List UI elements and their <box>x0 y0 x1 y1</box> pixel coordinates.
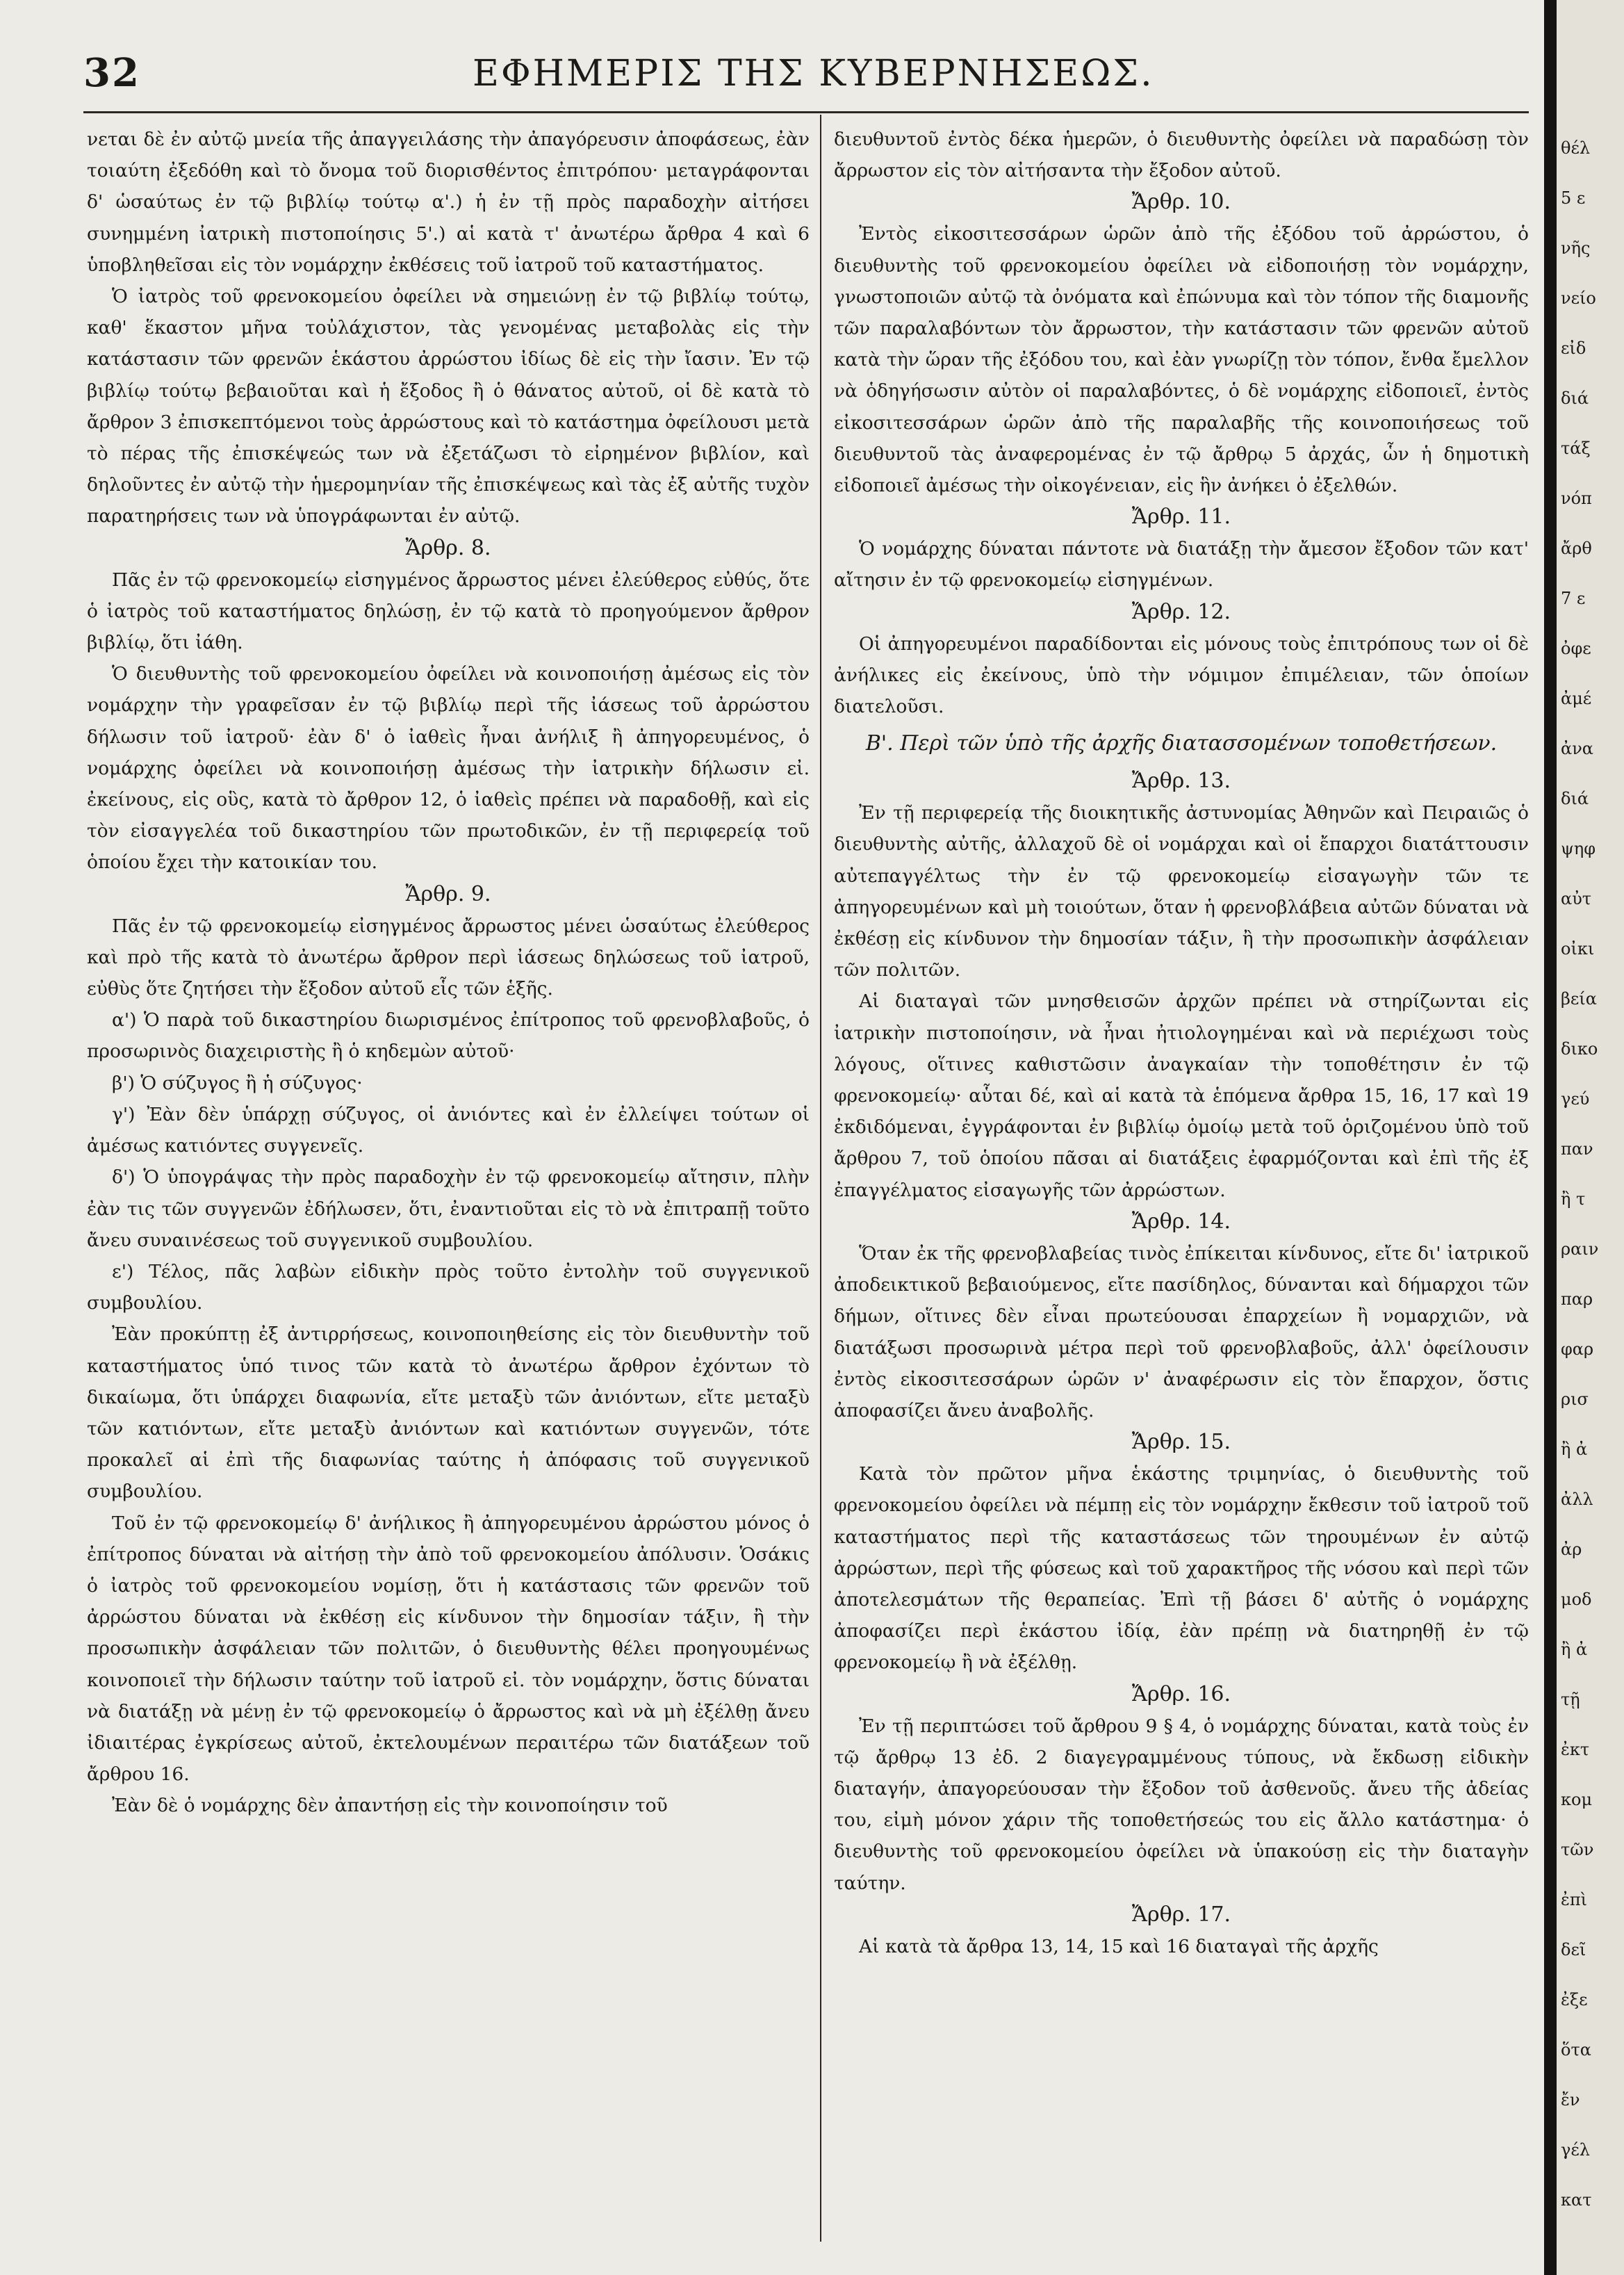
paragraph: Ἐν τῇ περιφερείᾳ τῆς διοικητικῆς ἀστυνομίας Ἀθηνῶν καὶ Πειραιῶς ὁ διευθυντὴς αὐτῆς, ἀλλαχοῦ δὲ οἱ νομάρχαι καὶ οἱ ἔπαρχοι διατάττουσιν αὐτεπαγγέλτως τὴν ἐν τῷ φρενοκομείῳ εἰσαγωγὴν τῶν τε ἀπηγορευμένων καὶ μὴ τοιούτων, ὅταν ἡ φρενοβλάβεια αὐτῶν δύναται νὰ ἐκθέσῃ εἰς κίνδυνον τὴν δημοσίαν τάξιν, ἢ τὴν προσωπικὴν ἀσφάλειαν τῶν πολιτῶν. <box>834 802 1529 981</box>
adjacent-page-fragment: διά <box>1561 389 1589 408</box>
paragraph: Ὁ νομάρχης δύναται πάντοτε νὰ διατάξῃ τὴν ἄμεσον ἔξοδον τῶν κατ' αἴτησιν ἐν τῷ φρενοκομείῳ εἰσηγμένων. <box>834 538 1529 592</box>
paragraph: Ὁ διευθυντὴς τοῦ φρενοκομείου ὀφείλει νὰ κοινοποιήσῃ ἀμέσως εἰς τὸν νομάρχην τὴν γραφεῖσαν ἐν τῷ βιβλίῳ περὶ τῆς ἰάσεως τοῦ ἀρρώστου δήλωσιν τοῦ ἰατροῦ· ἐὰν δ' ὁ ἰαθεὶς ἦναι ἀνήλιξ ἢ ἀπηγορευμένος, ὁ νομάρχης ὀφείλει νὰ κοινοποιήσῃ ἀμέσως τὴν ἰατρικὴν δήλωσιν εἰ. ἐκείνους, εἰς οὓς, κατὰ τὸ ἄρθρον 12, ὁ ἰαθεὶς πρέπει νὰ παραδοθῇ, καὶ εἰς τὸν εἰσαγγελέα τοῦ δικαστηρίου τῶν πρωτοδικῶν, ἐν τῇ περιφερείᾳ τοῦ ὁποίου ἔχει τὴν κατοικίαν του. <box>87 663 810 874</box>
section-title: Β'. Περὶ τῶν ὑπὸ τῆς ἀρχῆς διατασσομένων τοποθετήσεων. <box>865 731 1498 756</box>
adjacent-page-fragment: αὐτ <box>1561 889 1592 908</box>
article-heading: Ἄρθρ. 13. <box>1131 769 1231 794</box>
adjacent-page-fragment: ἀμέ <box>1561 689 1592 708</box>
article-heading: Ἄρθρ. 12. <box>1131 599 1231 624</box>
right-column <box>834 124 1529 1962</box>
list-item: α') Ὁ παρὰ τοῦ δικαστηρίου διωρισμένος ἐπίτροπος τοῦ φρενοβλαβοῦς, ὁ προσωρινὸς διαχειριστὴς ἢ ὁ κηδεμὼν αὐτοῦ· <box>87 1009 810 1063</box>
adjacent-page-fragment: παρ <box>1561 1289 1593 1309</box>
paragraph: Ἐὰν προκύπτῃ ἐξ ἀντιρρήσεως, κοινοποιηθείσης εἰς τὸν διευθυντὴν τοῦ καταστήματος ὑπό τινος τῶν κατὰ τὸ ἀνωτέρω ἄρθρον ἐχόντων τὸ δικαίωμα, ὅτι ὑπάρχει διαφωνία, εἴτε μεταξὺ τῶν ἀνιόντων, εἴτε μεταξὺ τῶν κατιόντων, εἴτε μεταξὺ ἀνιόντων καὶ κατιόντων συγγενῶν, τότε προκαλεῖ αἱ ἐπὶ τῆς διαφωνίας ταύτης ἡ ἀπόφασις τοῦ συγγενικοῦ συμβουλίου. <box>87 1323 810 1503</box>
paragraph: Αἱ κατὰ τὰ ἄρθρα 13, 14, 15 καὶ 16 διαταγαὶ τῆς ἀρχῆς <box>859 1935 1379 1957</box>
paragraph: Ὅταν ἐκ τῆς φρενοβλαβείας τινὸς ἐπίκειται κίνδυνος, εἴτε δι' ἰατρικοῦ ἀποδεικτικοῦ βεβαιούμενος, εἴτε πασίδηλος, δύνανται καὶ δήμαρχοι τῶν δήμων, οἵτινες δὲν εἶναι πρωτεύουσαι ἐπαρχείων ἢ νομαρχιῶν, νὰ διατάξωσι προσωρινὰ μέτρα περὶ τοῦ φρενοβλαβοῦς, ἀλλ' ὀφείλουσιν ἐντὸς εἰκοσιτεσσάρων ὡρῶν ν' ἀναφέρωσιν εἰς τὸν ἔπαρχον, ὅστις ἀποφασίζει ἄνευ ἀναβολῆς. <box>834 1242 1529 1421</box>
list-item: γ') Ἐὰν δὲν ὑπάρχῃ σύζυγος, οἱ ἀνιόντες καὶ ἐν ἐλλείψει τούτων οἱ ἀμέσως κατιόντες συγγενεῖς. <box>87 1103 810 1157</box>
article-heading: Ἄρθρ. 9. <box>405 881 491 906</box>
adjacent-page-fragment: θέλ <box>1561 138 1591 158</box>
adjacent-page-fragment: εἰδ <box>1561 339 1586 358</box>
adjacent-page-fragment: νῆς <box>1561 238 1591 258</box>
adjacent-page-fragment: ἀλλ <box>1561 1490 1593 1509</box>
article-heading: Ἄρθρ. 14. <box>1131 1209 1231 1234</box>
paragraph: Πᾶς ἐν τῷ φρενοκομείῳ εἰσηγμένος ἄρρωστος μένει ἐλεύθερος εὐθύς, ὅτε ὁ ἰατρὸς τοῦ καταστήματος δηλώσῃ, ἐν τῷ κατὰ τὸ προηγούμενον ἄρθρον βιβλίῳ, ὅτι ἰάθη. <box>87 569 810 654</box>
paragraph: Αἱ διαταγαὶ τῶν μνησθεισῶν ἀρχῶν πρέπει νὰ στηρίζωνται εἰς ἰατρικὴν πιστοποίησιν, νὰ ἦναι ἠτιολογημέναι καὶ νὰ περιέχωσι τοὺς λόγους, οἵτινες καθιστῶσιν ἀναγκαίαν τὴν τοποθέτησιν ἐν τῷ φρενοκομείῳ· αὗται δέ, καὶ αἱ κατὰ τὰ ἑπόμενα ἄρθρα 15, 16, 17 καὶ 19 ἐκδιδόμεναι, ἐγγράφονται ἐν βιβλίῳ ὁμοίῳ μετὰ τοῦ ὁριζομένου ὑπὸ τοῦ ἄρθρου 7, τοῦ ὁποίου πᾶσαι αἱ διατάξεις ἐφαρμόζονται καὶ ἐπὶ τῆς ἐξ ἐπαγγέλματος εἰσαγωγῆς τῶν ἀρρώστων. <box>834 990 1529 1201</box>
list-item: δ') Ὁ ὑπογράψας τὴν πρὸς παραδοχὴν ἐν τῷ φρενοκομείῳ αἴτησιν, πλὴν ἐὰν τις τῶν συγγενῶν ἐδήλωσεν, ὅτι, ἐναντιοῦται εἰς τὸ νὰ ἐπιτραπῇ τοῦτο ἄνευ συναινέσεως τοῦ συγγενικοῦ συμβουλίου. <box>87 1166 810 1251</box>
adjacent-page-fragment: δεῖ <box>1561 1940 1586 1959</box>
adjacent-page-fragment: ἐπὶ <box>1561 1890 1588 1909</box>
adjacent-page-fragment: ὀφε <box>1561 639 1591 658</box>
paragraph: Οἱ ἀπηγορευμένοι παραδίδονται εἰς μόνους τοὺς ἐπιτρόπους των οἱ δὲ ἀνήλικες εἰς ἐκείνους, ὑπὸ τὴν νόμιμον ἐπιμέλειαν, τῶν ὁποίων διατελοῦσι. <box>834 633 1529 718</box>
journal-title: ΕΦΗΜΕΡΙΣ ΤΗΣ ΚΥΒΕΡΝΗΣΕΩΣ. <box>473 53 1154 95</box>
column-divider <box>820 115 821 2242</box>
adjacent-page-fragment: ψηφ <box>1561 839 1596 858</box>
adjacent-page-fragment: ἄρθ <box>1561 539 1592 558</box>
page-header <box>83 50 1529 106</box>
adjacent-page-fragment: ραιν <box>1561 1239 1599 1259</box>
paragraph: Ἐὰν δὲ ὁ νομάρχης δὲν ἀπαντήσῃ εἰς τὴν κοινοποίησιν τοῦ <box>112 1795 668 1817</box>
paragraph: Ὁ ἰατρὸς τοῦ φρενοκομείου ὀφείλει νὰ σημειώνῃ ἐν τῷ βιβλίῳ τούτῳ, καθ' ἕκαστον μῆνα τοὐλάχιστον, τὰς γενομένας μεταβολὰς εἰς τὴν κατάστασιν τῶν φρενῶν ἑκάστου ἀρρώστου ἰδίως δὲ εἰς τὴν ἴασιν. Ἐν τῷ βιβλίῳ τούτῳ βεβαιοῦται καὶ ἡ ἔξοδος ἢ ὁ θάνατος αὐτοῦ, οἱ δὲ κατὰ τὸ ἄρθρον 3 ἐπισκεπτόμενοι τοὺς ἀρρώστους καὶ τὸ κατάστημα ὀφείλουσι μετὰ τὸ πέρας τῆς ἐπισκέψεώς των νὰ ἐξετάζωσι τὸ εἰρημένον βιβλίον, καὶ δηλοῦντες ἐν αὐτῷ τὴν ἡμερομηνίαν τῆς ἐπισκέψεως καὶ τὰς ἐξ αὐτῆς τυχὸν παρατηρήσεις των νὰ ὑπογράφωνται ἐν αὐτῷ. <box>87 286 810 528</box>
paragraph: Τοῦ ἐν τῷ φρενοκομείῳ δ' ἀνήλικος ἢ ἀπηγορευμένου ἀρρώστου μόνος ὁ ἐπίτροπος δύναται νὰ αἰτήσῃ τὴν ἀπὸ τοῦ φρενοκομείου ἀπόλυσιν. Ὁσάκις ὁ ἰατρὸς τοῦ φρενοκομείου νομίσῃ, ὅτι ἡ κατάστασις τῶν φρενῶν τοῦ ἀρρώστου δύναται νὰ ἐκθέσῃ εἰς κίνδυνον τὴν δημοσίαν τάξιν, ἢ τὴν προσωπικὴν ἀσφάλειαν τῶν πολιτῶν, ὁ διευθυντὴς θέλει προηγουμένως κοινοποιεῖ τὴν δήλωσιν ταύτην τοῦ ἰατροῦ εἰ. τὸν νομάρχην, ὅστις δύναται νὰ διατάξῃ νὰ μένῃ ἐν τῷ φρενοκομείῳ ὁ ἄρρωστος καὶ νὰ μὴ ἐξέλθῃ ἄνευ ἰδιαιτέρας ἐγκρίσεως αὐτοῦ, ἐκτελουμένων περαιτέρω τῶν διατάξεων τοῦ ἄρθρου 16. <box>87 1512 810 1786</box>
article-heading: Ἄρθρ. 8. <box>405 535 491 560</box>
paragraph: νεται δὲ ἐν αὐτῷ μνεία τῆς ἀπαγγειλάσης τὴν ἀπαγόρευσιν ἀποφάσεως, ἐὰν τοιαύτη ἐξεδόθη καὶ τὸ ὄνομα τοῦ διορισθέντος ἐπιτρόπου· μεταγράφονται δ' ὡσαύτως ἐν τῷ βιβλίῳ τούτῳ α'.) ἡ ἐν τῇ πρὸς παραδοχὴν αἰτήσει συνημμένη ἰατρικὴ πιστοποίησις 5'.) αἱ κατὰ τ' ἀνωτέρω ἄρθρα 4 καὶ 6 ὑποβληθεῖσαι εἰς τὸν νομάρχην ἐκθέσεις τοῦ ἰατροῦ τοῦ καταστήματος. <box>87 129 810 276</box>
book-gutter <box>1544 0 1557 2275</box>
adjacent-page-fragment: δικο <box>1561 1039 1598 1059</box>
adjacent-page-fragment: οἰκι <box>1561 939 1595 959</box>
paragraph: Ἐντὸς εἰκοσιτεσσάρων ὡρῶν ἀπὸ τῆς ἐξόδου τοῦ ἀρρώστου, ὁ διευθυντὴς τοῦ φρενοκομείου ὀφείλει νὰ εἰδοποιήσῃ τὸν νομάρχην, γνωστοποιῶν αὐτῷ τὰ ὀνόματα καὶ ἐπώνυμα καὶ τὸν τόπον τῆς διαμονῆς τῶν παραλαβόντων τὸν ἄρρωστον, τὴν κατάστασιν τῶν φρενῶν αὐτοῦ κατὰ τὴν ὥραν τῆς ἐξόδου του, καὶ ἐὰν γνωρίζῃ τὸν τόπον, ἔνθα ἔμελλον νὰ ὁδηγήσωσιν αὐτὸν οἱ παραλαβόντες, ὁ δὲ νομάρχης εἰδοποιεῖ, ἐντὸς εἰκοσιτεσσάρων ὡρῶν ἀπὸ τῆς παραλαβῆς τῆς κοινοποιήσεως τοῦ διευθυντοῦ τὰς ἀναφερομένας ἐν τῷ ἄρθρῳ 5 ἀρχάς, ὧν ἡ δημοτικὴ εἰδοποιεῖ ἀμέσως τὴν οἰκογένειαν, εἰς ἣν ἀνήκει ὁ ἐξελθών. <box>834 223 1529 497</box>
adjacent-page-fragment: ἢ τ <box>1561 1189 1586 1209</box>
paragraph: Κατὰ τὸν πρῶτον μῆνα ἑκάστης τριμηνίας, ὁ διευθυντὴς τοῦ φρενοκομείου ὀφείλει νὰ πέμπῃ εἰς τὸν νομάρχην ἔκθεσιν τοῦ ἰατροῦ τοῦ καταστήματος περὶ τῆς καταστάσεως τῶν τηρουμένων ἐν αὐτῷ ἀρρώστων, περὶ τῆς φύσεως καὶ τοῦ χαρακτῆρος τῆς νόσου καὶ περὶ τῶν ἀποτελεσμάτων τῆς θεραπείας. Ἐπὶ τῇ βάσει δ' αὐτῆς ὁ νομάρχης ἀποφασίζει περὶ ἑκάστου ἰδίᾳ, ἐὰν πρέπῃ νὰ διατηρηθῇ ἐν τῷ φρενοκομείῳ ἢ νὰ ἐξέλθῃ. <box>834 1463 1529 1674</box>
article-heading: Ἄρθρ. 10. <box>1131 190 1231 215</box>
adjacent-page-fragment: γέλ <box>1561 2140 1590 2160</box>
paragraph: διευθυντοῦ ἐντὸς δέκα ἡμερῶν, ὁ διευθυντὴς ὀφείλει νὰ παραδώσῃ τὸν ἄρρωστον εἰς τὸν αἰτήσαντα τὴν ἔξοδον αὐτοῦ. <box>834 129 1529 182</box>
adjacent-page-fragment: 7 ε <box>1561 589 1586 608</box>
adjacent-page-fragment: ἀρ <box>1561 1540 1582 1559</box>
adjacent-page-fragment: τάξ <box>1561 439 1591 458</box>
article-heading: Ἄρθρ. 16. <box>1131 1681 1231 1706</box>
list-item: ε') Τέλος, πᾶς λαβὼν εἰδικὴν πρὸς τοῦτο ἐντολὴν τοῦ συγγενικοῦ συμβουλίου. <box>87 1260 810 1314</box>
adjacent-page-fragment: τῶν <box>1561 1840 1594 1859</box>
adjacent-page-fragment: ἢ ἀ <box>1561 1440 1588 1459</box>
adjacent-page-fragment: παν <box>1561 1139 1593 1159</box>
adjacent-page-fragment: διά <box>1561 789 1589 808</box>
adjacent-page-fragment: τῇ <box>1561 1690 1580 1709</box>
adjacent-page-fragment: ὅτα <box>1561 2040 1591 2060</box>
adjacent-page-fragment: 5 ε <box>1561 188 1586 208</box>
adjacent-page-edge <box>1557 0 1624 2275</box>
adjacent-page-fragment: ἔν <box>1561 2090 1580 2110</box>
page-number: 32 <box>83 50 140 96</box>
paragraph: Πᾶς ἐν τῷ φρενοκομείῳ εἰσηγμένος ἄρρωστος μένει ὡσαύτως ἐλεύθερος καὶ πρὸ τῆς κατὰ τὸ ἀνωτέρω ἄρθρον περὶ ἰάσεως δηλώσεως τοῦ ἰατροῦ, εὐθὺς ὅτε ζητήσει τὴν ἔξοδον αὐτοῦ εἷς τῶν ἑξῆς. <box>87 915 810 1000</box>
adjacent-page-fragment: βεία <box>1561 989 1597 1009</box>
adjacent-page-fragment: μοδ <box>1561 1590 1592 1609</box>
article-heading: Ἄρθρ. 17. <box>1131 1902 1231 1927</box>
adjacent-page-fragment: νόπ <box>1561 489 1592 508</box>
header-rule <box>83 111 1529 113</box>
list-item: β') Ὁ σύζυγος ἢ ἡ σύζυγος· <box>112 1072 363 1094</box>
adjacent-page-fragment: ἀνα <box>1561 739 1594 758</box>
adjacent-page-fragment: ἐκτ <box>1561 1740 1590 1759</box>
article-heading: Ἄρθρ. 11. <box>1131 505 1231 530</box>
paragraph: Ἐν τῇ περιπτώσει τοῦ ἄρθρου 9 § 4, ὁ νομάρχης δύναται, κατὰ τοὺς ἐν τῷ ἄρθρῳ 13 ἐδ. 2 διαγεγραμμένους τύπους, νὰ ἔκδωσῃ εἰδικὴν διαταγήν, ἀπαγορεύουσαν τὴν ἔξοδον τοῦ ἀσθενοῦς. ἄνευ τῆς ἀδείας του, εἰμὴ μόνον χάριν τῆς τοποθετήσεώς του εἰς ἄλλο κατάστημα· ὁ διευθυντὴς τοῦ φρενοκομείου ὀφείλει νὰ ὑπακούσῃ εἰς τὴν διαταγὴν ταύτην. <box>834 1715 1529 1894</box>
adjacent-page-fragment: γεύ <box>1561 1089 1590 1109</box>
left-column <box>87 124 810 1822</box>
adjacent-page-fragment: ἐξε <box>1561 1990 1588 2009</box>
adjacent-page-fragment: νείο <box>1561 288 1596 308</box>
adjacent-page-fragment: κατ <box>1561 2190 1592 2210</box>
adjacent-page-fragment: φαρ <box>1561 1339 1594 1359</box>
adjacent-page-fragment: ἢ ἀ <box>1561 1640 1588 1659</box>
article-heading: Ἄρθρ. 15. <box>1131 1430 1231 1455</box>
adjacent-page-fragment: ρισ <box>1561 1389 1589 1409</box>
adjacent-page-fragment: κομ <box>1561 1790 1593 1809</box>
